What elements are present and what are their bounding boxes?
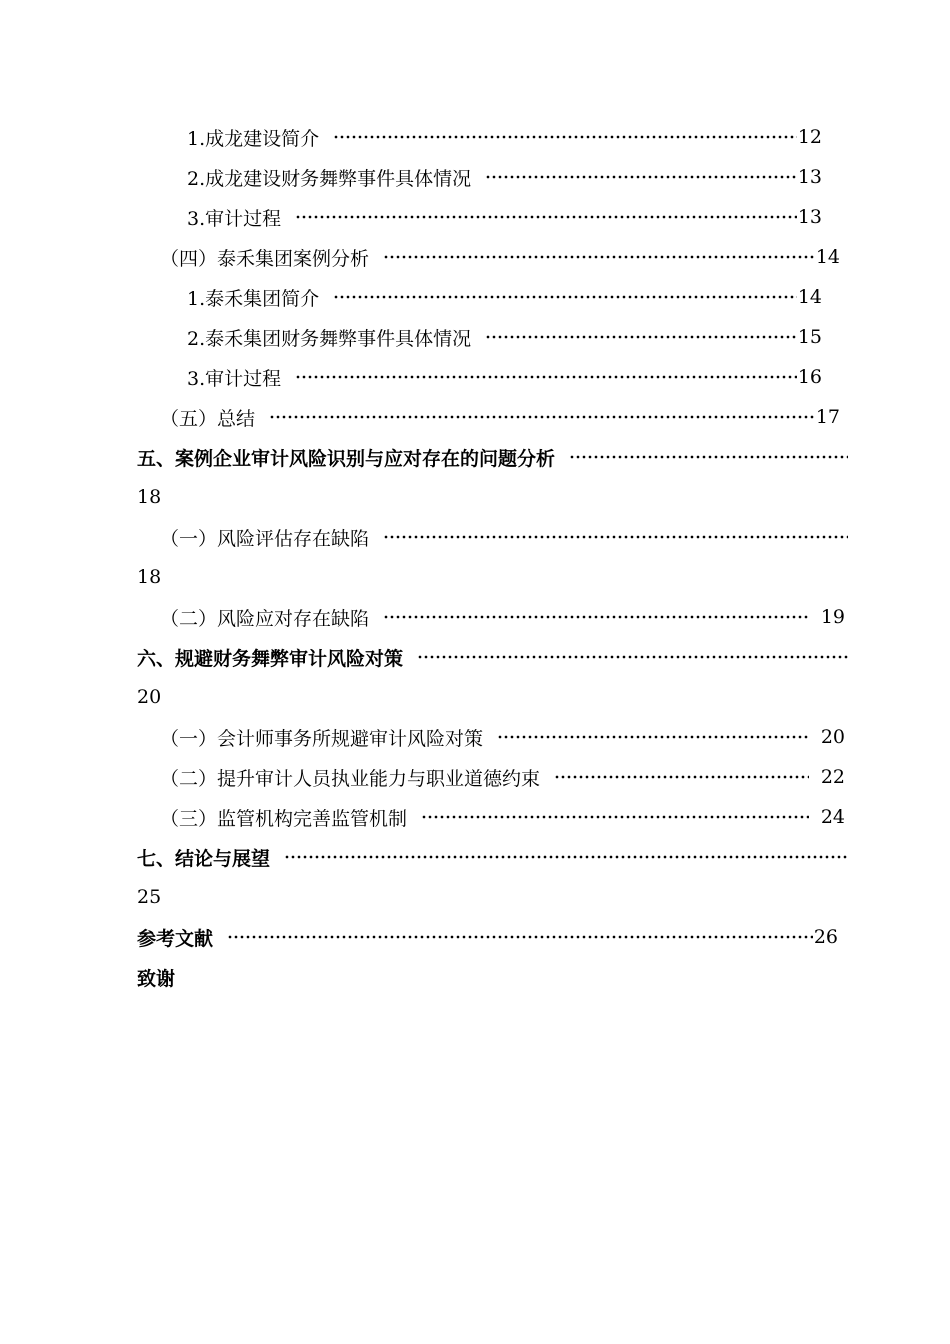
toc-entry-page: 15 bbox=[797, 326, 822, 348]
toc-entry-page: 16 bbox=[797, 366, 822, 388]
toc-entry-page: 18 bbox=[137, 566, 162, 588]
dot-leader bbox=[284, 855, 848, 859]
dot-leader bbox=[485, 175, 797, 179]
toc-entry[interactable] bbox=[187, 322, 822, 352]
toc-entry-title: 2.成龙建设财务舞弊事件具体情况 bbox=[187, 167, 472, 190]
toc-entry-title: （一）风险评估存在缺陷 bbox=[160, 527, 370, 550]
toc-entry[interactable] bbox=[160, 722, 845, 752]
toc-entry[interactable] bbox=[187, 162, 822, 192]
dot-leader bbox=[333, 295, 797, 299]
toc-entry-title: （二）提升审计人员执业能力与职业道德约束 bbox=[160, 767, 541, 790]
toc-entry-title: 3.审计过程 bbox=[187, 367, 282, 390]
toc-entry[interactable] bbox=[160, 402, 840, 432]
toc-entry-title: （五）总结 bbox=[160, 407, 256, 430]
toc-entry-page: 19 bbox=[820, 606, 845, 628]
toc-entry[interactable] bbox=[160, 242, 840, 272]
toc-entry[interactable] bbox=[187, 202, 822, 232]
toc-entry-title: 五、案例企业审计风险识别与应对存在的问题分析 bbox=[137, 447, 556, 470]
toc-entry-page: 18 bbox=[137, 486, 162, 508]
toc-entry-title: （一）会计师事务所规避审计风险对策 bbox=[160, 727, 484, 750]
toc-entry[interactable] bbox=[137, 962, 175, 992]
dot-leader bbox=[383, 615, 809, 619]
dot-leader bbox=[269, 415, 815, 419]
toc-entry[interactable] bbox=[137, 442, 848, 472]
toc-entry[interactable] bbox=[187, 122, 822, 152]
toc-entry-page: 20 bbox=[137, 686, 162, 708]
toc-entry-title: 3.审计过程 bbox=[187, 207, 282, 230]
toc-entry-page: 22 bbox=[820, 766, 845, 788]
toc-entry-title: （二）风险应对存在缺陷 bbox=[160, 607, 370, 630]
toc-entry-title: 1.泰禾集团简介 bbox=[187, 287, 320, 310]
toc-entry-page: 14 bbox=[815, 246, 840, 268]
toc-entry-page: 14 bbox=[797, 286, 822, 308]
toc-entry[interactable] bbox=[137, 642, 848, 672]
toc-entry-title: 参考文献 bbox=[137, 927, 214, 950]
toc-entry[interactable] bbox=[160, 522, 848, 552]
dot-leader bbox=[227, 935, 813, 939]
dot-leader bbox=[497, 735, 809, 739]
toc-entry-page: 20 bbox=[820, 726, 845, 748]
toc-entry-page: 17 bbox=[815, 406, 840, 428]
dot-leader bbox=[295, 215, 797, 219]
toc-entry-page: 25 bbox=[137, 886, 162, 908]
dot-leader bbox=[417, 655, 848, 659]
dot-leader bbox=[295, 375, 797, 379]
dot-leader bbox=[569, 455, 848, 459]
toc-entry-title: 1.成龙建设简介 bbox=[187, 127, 320, 150]
dot-leader bbox=[421, 815, 809, 819]
toc-entry[interactable] bbox=[160, 762, 845, 792]
toc-entry-title: 致谢 bbox=[137, 967, 176, 990]
toc-entry-title: （三）监管机构完善监管机制 bbox=[160, 807, 408, 830]
toc-entry[interactable] bbox=[137, 922, 838, 952]
toc-entry-page: 24 bbox=[820, 806, 845, 828]
toc-entry-title: 2.泰禾集团财务舞弊事件具体情况 bbox=[187, 327, 472, 350]
toc-entry[interactable] bbox=[160, 802, 845, 832]
toc-entry[interactable] bbox=[137, 842, 848, 872]
dot-leader bbox=[333, 135, 797, 139]
dot-leader bbox=[383, 535, 848, 539]
toc-entry-page: 13 bbox=[797, 206, 822, 228]
toc-entry[interactable] bbox=[187, 282, 822, 312]
toc-entry-page: 26 bbox=[813, 926, 838, 948]
toc-entry-title: 六、规避财务舞弊审计风险对策 bbox=[137, 647, 404, 670]
dot-leader bbox=[554, 775, 809, 779]
toc-entry[interactable] bbox=[160, 602, 845, 632]
toc-entry-page: 12 bbox=[797, 126, 822, 148]
toc-entry-page: 13 bbox=[797, 166, 822, 188]
dot-leader bbox=[485, 335, 797, 339]
toc-entry[interactable] bbox=[187, 362, 822, 392]
toc-entry-title: （四）泰禾集团案例分析 bbox=[160, 247, 370, 270]
dot-leader bbox=[383, 255, 815, 259]
toc-entry-title: 七、结论与展望 bbox=[137, 847, 271, 870]
